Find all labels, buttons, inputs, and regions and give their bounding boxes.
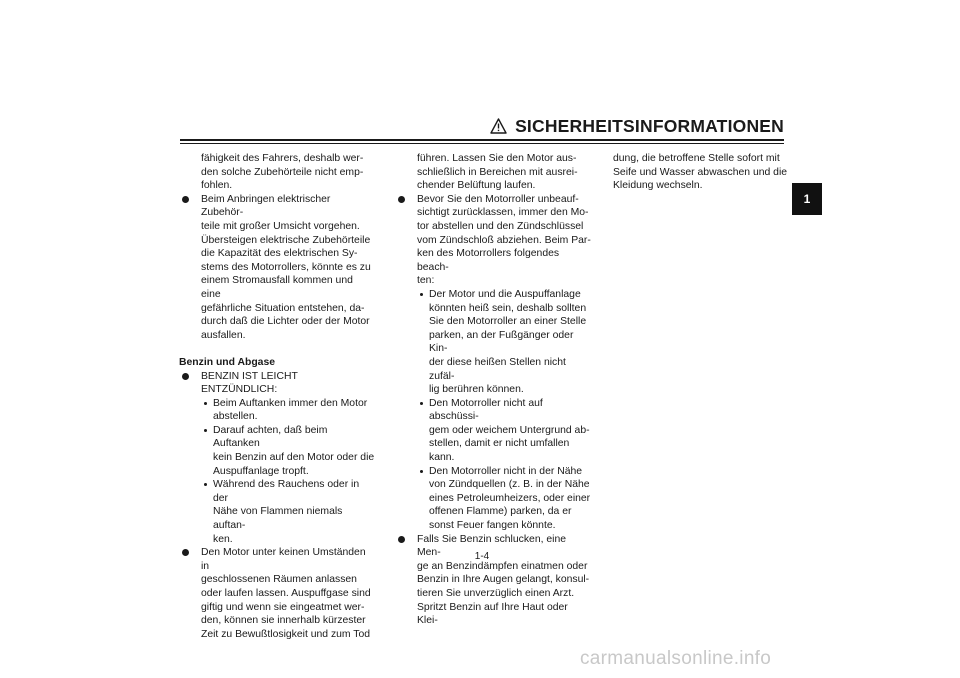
text-line: fohlen. — [201, 180, 233, 192]
text-line: schließlich in Bereichen mit ausrei- — [417, 166, 578, 178]
text-line: Nähe von Flammen niemals auftan- — [213, 506, 343, 532]
text-line: Bevor Sie den Motorroller unbeauf- — [417, 193, 579, 205]
text-line: Seife und Wasser abwaschen und die — [613, 166, 788, 178]
text-line: vom Zündschloß abziehen. Beim Par- — [417, 234, 591, 246]
text-line: abstellen. — [213, 411, 258, 423]
text-line: ten: — [417, 275, 435, 287]
header-rule — [180, 139, 784, 141]
text-line: Spritzt Benzin auf Ihre Haut oder Klei- — [417, 601, 568, 627]
text-line: geschlossenen Räumen anlassen — [201, 574, 357, 586]
sub-bullet-dot — [420, 402, 423, 405]
text-line: ken des Motorrollers folgendes beach- — [417, 248, 560, 273]
text-line: Übersteigen elektrische Zubehörteile — [201, 234, 371, 246]
text-line: von Zündquellen (z. B. in der Nähe — [429, 479, 590, 491]
text-line: der diese heißen Stellen nicht zufäl- — [429, 356, 566, 382]
text-line: teile mit großer Umsicht vorgehen. — [201, 220, 360, 232]
text-line: stellen, damit er nicht umfallen — [429, 438, 570, 450]
section-heading: Benzin und Abgase — [179, 356, 276, 368]
text-line: Auspuffanlage tropft. — [213, 465, 309, 477]
text-line: Den Motorroller nicht auf abschüssi- — [429, 397, 543, 423]
text-line: giftig und wenn sie eingeatmet wer- — [201, 601, 365, 613]
text-line: kein Benzin auf den Motor oder die — [213, 452, 375, 464]
text-line: sichtigt zurücklassen, immer den Mo- — [417, 207, 589, 219]
warning-triangle-icon — [490, 118, 507, 134]
text-line: Beim Anbringen elektrischer Zubehör- — [201, 193, 331, 219]
text-line: fähigkeit des Fahrers, deshalb wer- — [201, 153, 364, 164]
text-line: Der Motor und die Auspuffanlage — [429, 288, 581, 300]
text-line: kann. — [429, 452, 455, 464]
sub-bullet-item — [179, 478, 375, 546]
text-line: Zeit zu Bewußtlosigkeit und zum Tod — [201, 628, 371, 640]
text-line: dung, die betroffene Stelle sofort mit — [613, 153, 780, 164]
text-line: eines Petroleumheizers, oder einer — [429, 492, 591, 504]
text-line: Falls Sie Benzin schlucken, eine Men- — [417, 533, 567, 559]
text-line: stems des Motorrollers, könnte es zu — [201, 261, 371, 273]
sub-bullet-dot — [420, 470, 423, 473]
text-line: durch daß die Lichter oder der Motor — [201, 316, 370, 328]
sub-bullet-dot — [204, 429, 207, 432]
bullet-item — [395, 533, 591, 628]
text-line: parken, an der Fußgänger oder Kin- — [429, 329, 574, 355]
text-line: ge an Benzindämpfen einatmen oder — [417, 560, 588, 572]
text-line: gem oder weichem Untergrund ab- — [429, 424, 590, 436]
sub-bullet-item — [179, 397, 375, 424]
text-line: Sie den Motorroller an einer Stelle — [429, 316, 587, 328]
watermark: carmanualsonline.info — [580, 648, 772, 669]
text-line: oder laufen lassen. Auspuffgase sind — [201, 588, 371, 599]
text-line: ausfallen. — [201, 329, 246, 341]
text-line: Kleidung wechseln. — [613, 180, 703, 192]
text-column-3 — [613, 152, 793, 193]
sub-bullet-item — [179, 424, 375, 478]
bullet-item — [179, 546, 375, 641]
sub-bullet-item — [395, 288, 591, 397]
text-line: chender Belüftung laufen. — [417, 180, 536, 192]
text-line: Den Motor unter keinen Umständen in — [201, 547, 366, 572]
header-title-text: SICHERHEITSINFORMATIONEN — [515, 116, 784, 136]
text-line: den, können sie innerhalb kürzester — [201, 615, 366, 627]
text-line: könnten heiß sein, deshalb sollten — [429, 302, 587, 314]
continued-paragraph — [179, 152, 375, 193]
text-line: Während des Rauchens oder in der — [213, 479, 360, 504]
text-column-1 — [179, 152, 375, 641]
text-line: einem Stromausfall kommen und eine — [201, 275, 353, 300]
text-line: Den Motorroller nicht in der Nähe — [429, 465, 583, 477]
text-line: sonst Feuer fangen könnte. — [429, 520, 556, 532]
text-line: tieren Sie unverzüglich einen Arzt. — [417, 588, 575, 599]
sub-bullet-item — [395, 397, 591, 465]
header-title — [490, 116, 784, 137]
header-rule-thin — [180, 143, 784, 144]
chapter-tab-number: 1 — [803, 192, 811, 206]
text-line: Beim Auftanken immer den Motor — [213, 397, 368, 409]
text-line: gefährliche Situation entstehen, da- — [201, 302, 365, 314]
bullet-item — [179, 370, 375, 397]
text-line: lig berühren können. — [429, 384, 524, 396]
text-line: die Kapazität des elektrischen Sy- — [201, 248, 358, 260]
text-line: Benzin in Ihre Augen gelangt, konsul- — [417, 574, 590, 586]
bullet-item — [395, 193, 591, 288]
sub-bullet-dot — [204, 483, 207, 486]
bullet-item — [179, 193, 375, 343]
sub-bullet-dot — [420, 293, 423, 296]
chapter-tab — [792, 183, 822, 215]
sub-bullet-item — [395, 465, 591, 533]
continued-paragraph — [395, 152, 591, 193]
sub-bullet-dot — [204, 402, 207, 405]
page-number: 1-4 — [474, 551, 490, 562]
text-line: den solche Zubehörteile nicht emp- — [201, 166, 364, 178]
text-line: BENZIN IST LEICHT ENTZÜNDLICH: — [201, 370, 298, 396]
text-line: tor abstellen und den Zündschlüssel — [417, 220, 584, 232]
text-line: ken. — [213, 533, 233, 545]
text-line: offenen Flamme) parken, da er — [429, 506, 572, 518]
text-line: führen. Lassen Sie den Motor aus- — [417, 153, 577, 164]
text-line: Darauf achten, daß beim Auftanken — [213, 424, 328, 450]
page-header — [180, 116, 784, 142]
